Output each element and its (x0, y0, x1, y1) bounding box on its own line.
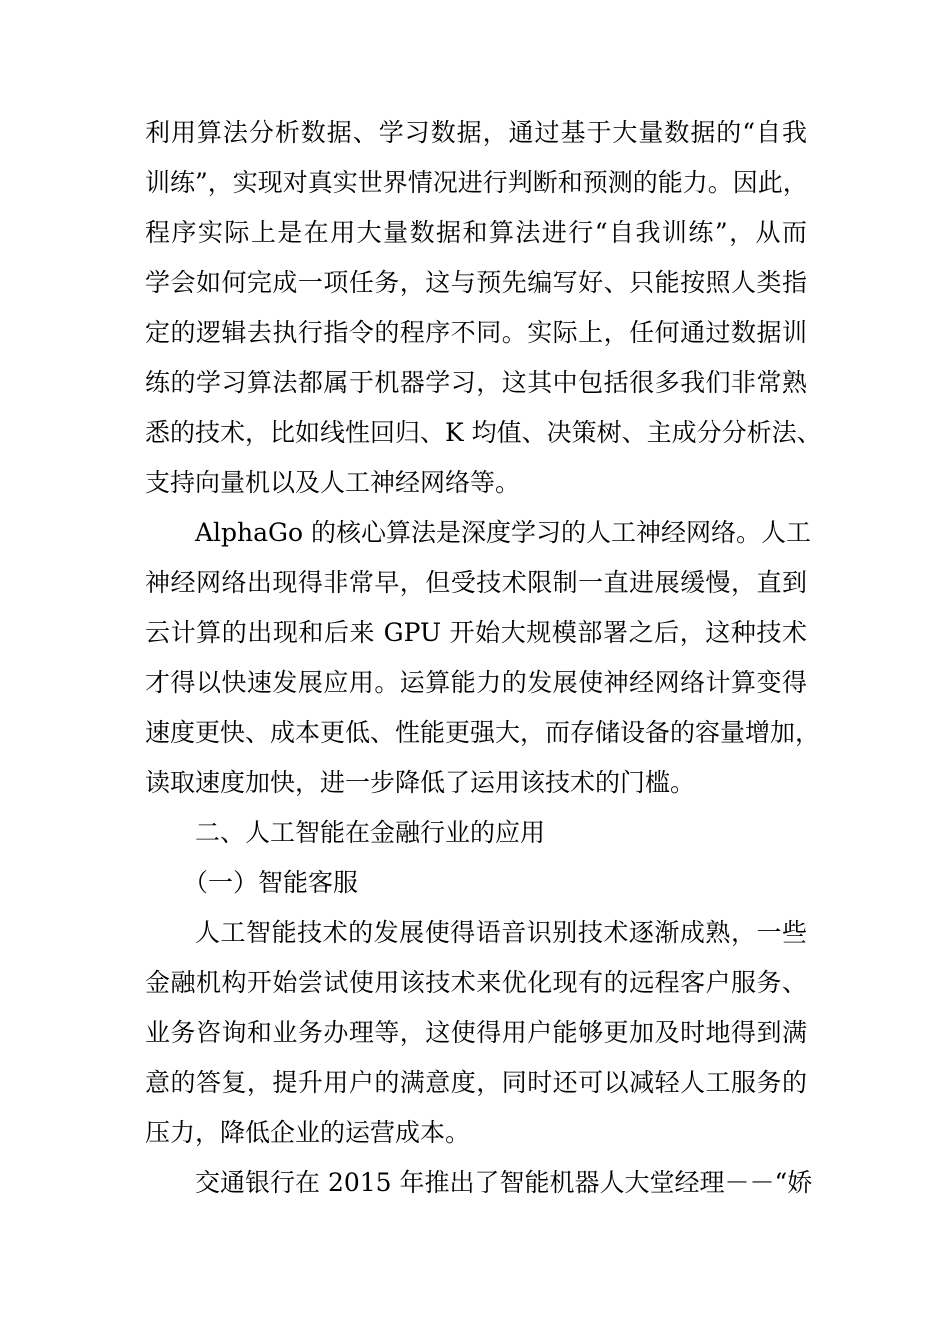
body-text (145, 108, 822, 1208)
paragraph-4-line-1: 交通银行在 2015 年推出了智能机器人大堂经理－－“娇 (195, 1168, 813, 1197)
paragraph-3-line-2: 金融机构开始尝试使用该技术来优化现有的远程客户服务、 (145, 968, 807, 997)
paragraph-1-line-7: 悉的技术，比如线性回归、K 均值、决策树、主成分分析法、 (145, 418, 822, 447)
paragraph-2-line-5: 速度更快、成本更低、性能更强大，而存储设备的容量增加， (145, 718, 821, 747)
paragraph-1-line-2: 训练”，实现对真实世界情况进行判断和预测的能力。因此， (145, 168, 808, 197)
paragraph-2-line-3: 云计算的出现和后来 GPU 开始大规模部署之后，这种技术 (145, 618, 807, 647)
paragraph-2-line-4: 才得以快速发展应用。运算能力的发展使神经网络计算变得 (145, 668, 807, 697)
paragraph-3-line-3: 业务咨询和业务办理等，这使得用户能够更加及时地得到满 (145, 1018, 807, 1047)
paragraph-1-line-4: 学会如何完成一项任务，这与预先编写好、只能按照人类指 (145, 268, 807, 297)
section-heading: 二、人工智能在金融行业的应用 (195, 818, 546, 847)
paragraph-3-line-5: 压力，降低企业的运营成本。 (145, 1118, 471, 1147)
paragraph-1-line-5: 定的逻辑去执行指令的程序不同。实际上，任何通过数据训 (145, 318, 807, 347)
paragraph-2-line-6: 读取速度加快，进一步降低了运用该技术的门槛。 (145, 768, 696, 797)
paragraph-1-line-1: 利用算法分析数据、学习数据，通过基于大量数据的“自我 (145, 118, 807, 147)
subsection-heading: （一）智能客服 (183, 868, 359, 897)
paragraph-1-line-3: 程序实际上是在用大量数据和算法进行“自我训练”，从而 (145, 218, 807, 247)
paragraph-1-line-8: 支持向量机以及人工神经网络等。 (145, 468, 521, 497)
paragraph-3-line-1: 人工智能技术的发展使得语音识别技术逐渐成熟，一些 (195, 918, 807, 947)
paragraph-2-line-2: 神经网络出现得非常早，但受技术限制一直进展缓慢，直到 (145, 568, 807, 597)
paragraph-2-line-1: AlphaGo 的核心算法是深度学习的人工神经网络。人工 (195, 518, 812, 547)
paragraph-3-line-4: 意的答复，提升用户的满意度，同时还可以减轻人工服务的 (145, 1068, 807, 1097)
paragraph-1-line-6: 练的学习算法都属于机器学习，这其中包括很多我们非常熟 (145, 368, 807, 397)
